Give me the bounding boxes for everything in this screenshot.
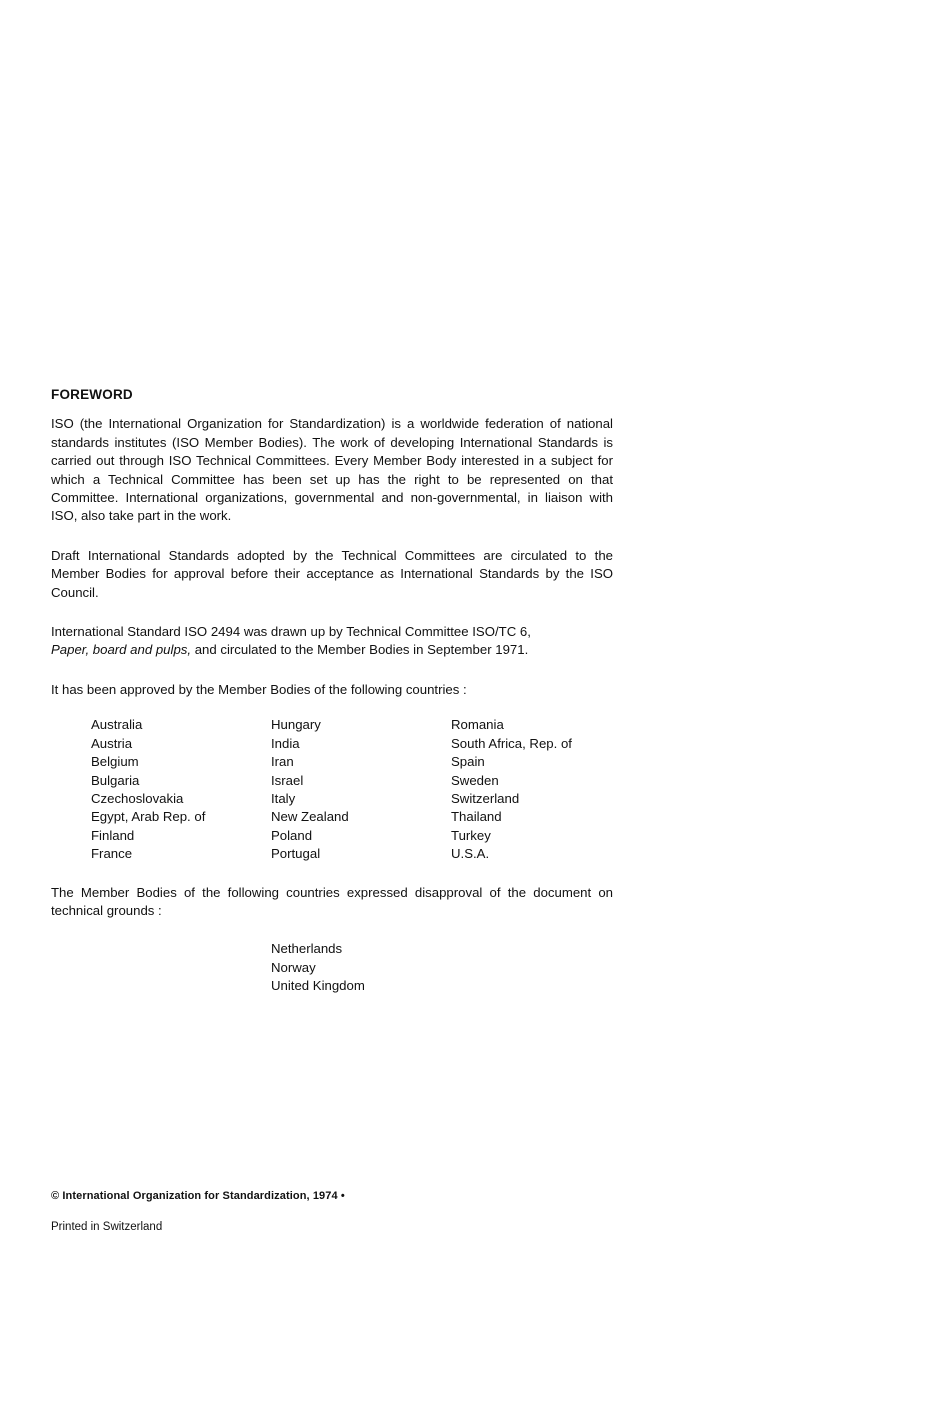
- country-name: Iran: [271, 754, 294, 770]
- country-name: South Africa, Rep. of: [451, 735, 572, 751]
- foreword-paragraph-iso: ISO (the International Organization for Standardization) is a worldwide federation of national standards institutes (ISO Member Bodies). The work of developing International Standards is carried out through ISO Technical Committees. Every Member Body interested in a subject for which a Technical Committee has been set up has the right to be represented on that Committee. International organizations, governmental and non-governmental, in liaison with ISO, also take part in the work.: [51, 416, 613, 524]
- country-name: Romania: [451, 717, 504, 733]
- country-name: Poland: [271, 827, 313, 843]
- country-name: Israel: [271, 772, 304, 788]
- country-name: France: [91, 846, 133, 862]
- country-name: U.S.A.: [451, 846, 490, 862]
- foreword-paragraph-drafts: Draft International Standards adopted by the Technical Committees are circulated to the Member Bodies for approval before their acceptance as International Standards by the ISO Council.: [51, 547, 613, 600]
- country-name: Portugal: [271, 846, 321, 862]
- disapproved-countries-list: [271, 940, 613, 995]
- country-name: Sweden: [451, 772, 499, 788]
- printed-in-note: Printed in Switzerland: [51, 1221, 163, 1233]
- foreword-paragraph-disapproved: The Member Bodies of the following countries expressed disapproval of the document on technical grounds :: [51, 884, 613, 918]
- foreword-paragraph-standard: [51, 623, 613, 660]
- country-name: Bulgaria: [91, 772, 140, 788]
- country-name: Hungary: [271, 717, 321, 733]
- country-name: Norway: [271, 959, 316, 975]
- country-name: Spain: [451, 754, 485, 770]
- country-name: Austria: [91, 735, 133, 751]
- country-name: Switzerland: [451, 790, 520, 806]
- foreword-section: [51, 386, 613, 996]
- country-name: Thailand: [451, 809, 502, 825]
- country-name: Finland: [91, 827, 135, 843]
- approved-countries-list: [91, 716, 613, 863]
- foreword-heading: FOREWORD: [51, 387, 133, 402]
- standard-text-start: International Standard ISO 2494 was drawn up by Technical Committee ISO/TC 6,: [51, 624, 531, 640]
- foreword-paragraph-approved: It has been approved by the Member Bodies of the following countries :: [51, 681, 467, 697]
- copyright-notice: © International Organization for Standardization, 1974 •: [51, 1190, 345, 1202]
- approved-countries-column: [271, 716, 451, 863]
- approved-countries-column: [451, 716, 651, 863]
- country-name: Australia: [91, 717, 143, 733]
- country-name: Czechoslovakia: [91, 790, 184, 806]
- country-name: United Kingdom: [271, 978, 365, 994]
- country-name: Italy: [271, 790, 296, 806]
- country-name: Egypt, Arab Rep. of: [91, 809, 206, 825]
- country-name: Turkey: [451, 827, 491, 843]
- country-name: New Zealand: [271, 809, 349, 825]
- committee-title: Paper, board and pulps,: [51, 642, 192, 658]
- country-name: Belgium: [91, 754, 139, 770]
- standard-text-end: and circulated to the Member Bodies in September 1971.: [194, 642, 529, 658]
- approved-countries-column: [91, 716, 271, 863]
- country-name: India: [271, 735, 300, 751]
- country-name: Netherlands: [271, 941, 343, 957]
